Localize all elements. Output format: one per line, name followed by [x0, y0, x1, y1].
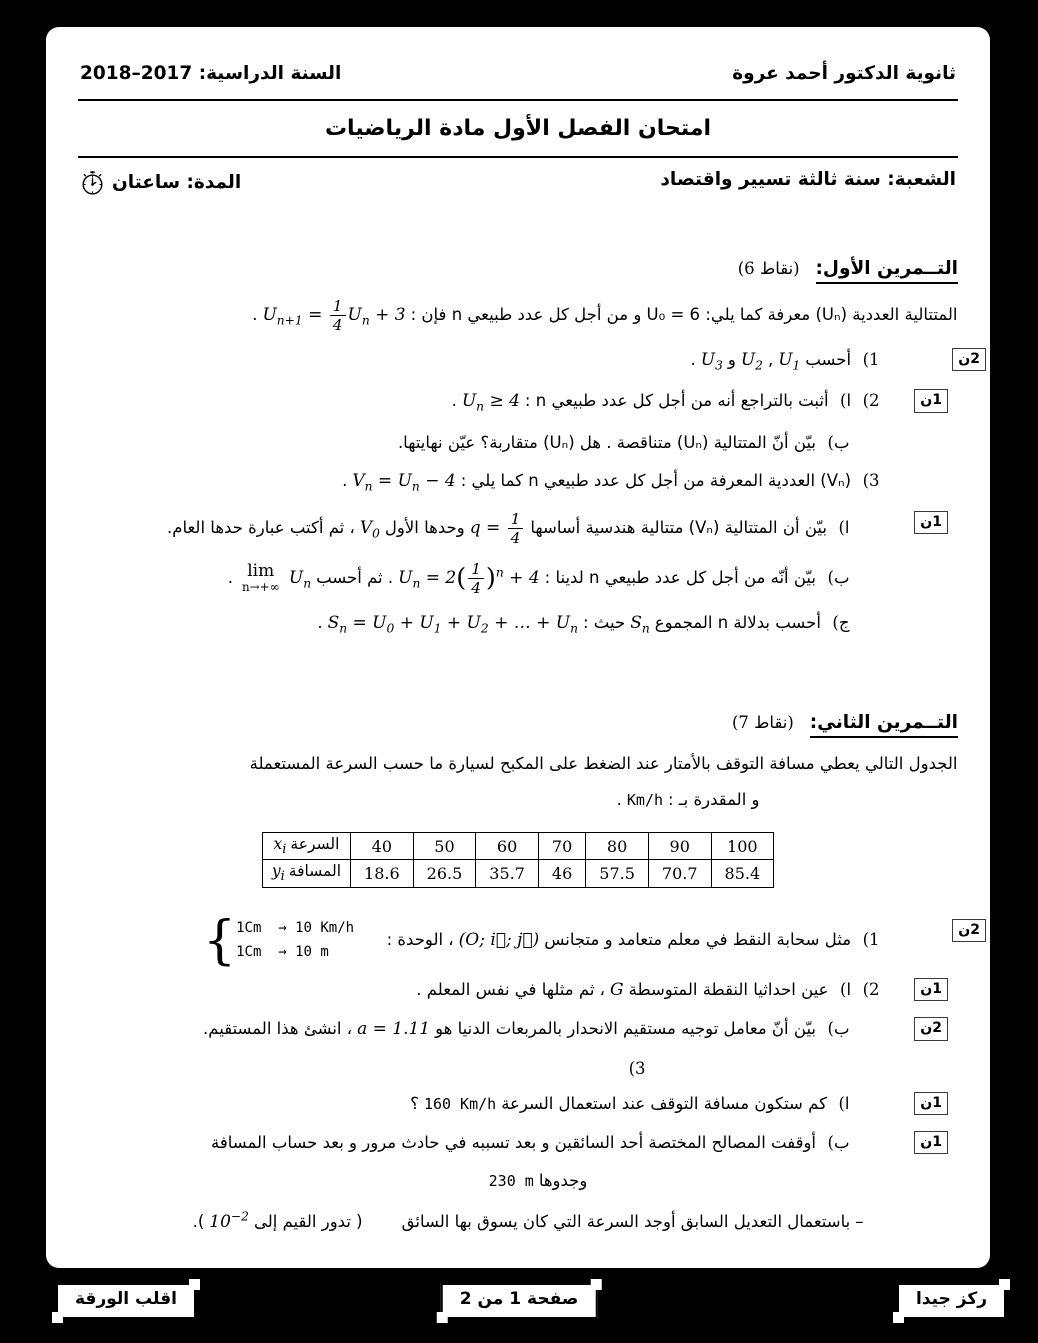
- arabic-text: بيّن أنّ المتتالية (Uₙ) متناقصة . هل (Uₙ) متقاربة؟ عيّن نهايتها.: [397, 432, 817, 452]
- arabic-text: بيّن أنّ معامل توجيه مستقيم الانحدار بالمربعات الدنيا هو: [435, 1019, 817, 1039]
- value-cell: 26.5: [413, 860, 476, 887]
- arabic-text: باستعمال التعديل السابق أوجد السرعة التي كان يسوق بها السائق: [401, 1211, 851, 1231]
- exam-line: [76, 1207, 960, 1235]
- item-marker: (ب: [827, 1019, 850, 1039]
- exercise-2-body: [76, 910, 980, 1235]
- item-marker: (2: [862, 979, 880, 999]
- exam-line: [76, 910, 980, 971]
- fraction: [508, 510, 524, 547]
- item-marker: (ب: [827, 567, 850, 587]
- exercise-1-name: التــمرين الأول:: [816, 258, 959, 284]
- big-paren: ): [485, 562, 496, 593]
- unit-value: 230 m: [488, 1172, 534, 1191]
- math-expression: $V_0$: [359, 517, 380, 541]
- points-badge: 1ن: [914, 389, 948, 412]
- variable-label: السرعة: [290, 835, 340, 854]
- exam-line: [76, 297, 960, 334]
- limit-subscript: n→+∞: [242, 580, 280, 594]
- points-badge: 1ن: [914, 1092, 948, 1115]
- arabic-text: ، الوحدة :: [386, 930, 454, 950]
- arabic-text: .: [227, 567, 233, 587]
- branch-label: الشعبة: سنة ثالثة تسيير واقتصاد: [660, 169, 956, 190]
- math-expression: a = 1.11: [357, 1019, 431, 1040]
- variable-label: المسافة: [288, 862, 342, 881]
- arabic-text: مثل سحابة النقط في معلم متعامد و متجانس: [544, 930, 852, 950]
- item-marker: (ا: [840, 979, 852, 999]
- arabic-text: ؟: [410, 1094, 419, 1114]
- exam-line: [76, 1091, 960, 1117]
- arabic-text: ، ثم أكتب عبارة حدها العام.: [166, 517, 355, 537]
- arabic-text: ,: [767, 350, 774, 370]
- math-expression: $U_2$: [740, 350, 763, 373]
- arabic-text: ).: [192, 1211, 205, 1231]
- math-expression: lim n→+∞ $U_n$: [242, 561, 312, 594]
- big-paren: (: [456, 562, 467, 593]
- arabic-text: . ثم أحسب: [316, 567, 394, 587]
- fraction-denominator: 4: [510, 528, 521, 547]
- arabic-text: .: [616, 789, 622, 809]
- item-marker: (ج: [832, 612, 850, 632]
- exam-line: [76, 510, 960, 547]
- exam-line: [76, 1016, 960, 1042]
- value-cell: 70: [538, 833, 585, 860]
- arabic-text: و المقدرة بـ :: [668, 789, 760, 809]
- value-cell: 60: [476, 833, 539, 860]
- header-divider-top: [78, 99, 958, 101]
- value-cell: 46: [538, 860, 585, 887]
- exercise-2-section: [76, 712, 980, 1235]
- page-content: [46, 27, 990, 1235]
- exam-line: [76, 1130, 960, 1156]
- arabic-text: (Vₙ) العددية المعرفة من أجل كل عدد طبيعي n كما يلي :: [460, 471, 852, 491]
- unit-value: 160 Km/h: [423, 1095, 497, 1114]
- value-cell: 70.7: [648, 860, 711, 887]
- math-expression: $S_n$: [630, 612, 650, 636]
- exam-line: [76, 1056, 960, 1082]
- math-expression: $10^{-2}$: [209, 1208, 249, 1232]
- arabic-text: ، ثم مثلها في نفس المعلم .: [416, 979, 605, 999]
- points-badge: 2ن: [952, 919, 986, 942]
- value-cell: 80: [586, 833, 649, 860]
- value-cell: 50: [413, 833, 476, 860]
- unit-rows: [236, 918, 354, 964]
- value-cell: 90: [648, 833, 711, 860]
- arabic-text: أوقفت المصالح المختصة أحد السائقين و بعد تسببه في حادث مرور و بعد حساب المسافة: [211, 1132, 817, 1152]
- value-cell: 40: [351, 833, 414, 860]
- exam-line: [76, 388, 960, 416]
- fraction-numerator: 1: [508, 510, 524, 529]
- exam-page: [46, 27, 990, 1268]
- unit-value: Km/h: [626, 790, 664, 809]
- row-header-cell: [262, 860, 350, 887]
- arabic-text: .: [451, 391, 457, 411]
- arabic-text: .: [342, 471, 348, 491]
- fraction: [330, 297, 346, 334]
- arabic-text: بيّن أنّه من أجل كل عدد طبيعي n لدينا :: [544, 567, 817, 587]
- fraction-numerator: 1: [468, 560, 484, 579]
- item-marker: (ا: [840, 391, 852, 411]
- exam-line: [76, 430, 960, 456]
- variable-symbol: $y_i$: [271, 862, 285, 885]
- value-cell: 100: [711, 833, 774, 860]
- value-cell: 35.7: [476, 860, 539, 887]
- points-badge: 1ن: [914, 1131, 948, 1154]
- footer-turn-page-box: اقلب الورقة: [56, 1283, 196, 1319]
- math-expression: $U_1$: [778, 350, 801, 373]
- arabic-text: وحدها الأول: [384, 517, 465, 537]
- fraction-denominator: 4: [471, 578, 481, 597]
- arabic-text: المتتالية العددية (Uₙ) معرفة كما يلي: U₀ = 6 و من أجل كل عدد طبيعي n فإن :: [410, 305, 958, 325]
- limit-word: lim: [247, 561, 275, 582]
- arabic-text: ، انشئ هذا المستقيم.: [203, 1019, 353, 1039]
- arabic-text: الجدول التالي يعطي مسافة التوقف بالأمتار عند الضغط على المكبح لسيارة ما حسب السرعة المستعملة: [249, 754, 958, 774]
- arabic-text: أثبت بالتراجع أنه من أجل كل عدد طبيعي n :: [524, 391, 829, 411]
- math-expression: q = $\frac{1}{4}$: [470, 518, 526, 538]
- item-marker: (3: [862, 471, 880, 491]
- arabic-text: أحسب بدلالة n المجموع: [654, 612, 821, 632]
- exercise-2-intro: [76, 751, 960, 812]
- math-expression: $V_n = U_n - 4$: [352, 471, 456, 494]
- stopwatch-icon: [80, 169, 105, 196]
- arabic-text: بيّن أن المتتالية (Vₙ) متتالية هندسية أساسها: [530, 517, 827, 537]
- item-marker: (ب: [827, 1132, 850, 1152]
- math-expression: G: [610, 979, 624, 1000]
- arabic-text: .: [252, 305, 258, 325]
- exam-line: [76, 977, 960, 1003]
- exam-line: [76, 610, 960, 638]
- item-marker: (1: [862, 930, 880, 950]
- math-expression: $U_n = 2$( $\frac{1}{4}$ )$^n$ + 4: [398, 559, 540, 597]
- arabic-text: ( تدور القيم إلى: [253, 1211, 363, 1231]
- exercise-1-title: [76, 258, 960, 284]
- value-cell: 18.6: [351, 860, 414, 887]
- arabic-text: أحسب: [805, 350, 852, 370]
- brace-glyph: {: [203, 910, 237, 971]
- math-expression: $U_{n+1}$ = $\frac{1}{4}$ $U_n + 3$: [262, 297, 406, 335]
- fraction: [468, 560, 484, 597]
- variable-symbol: $x_i$: [273, 835, 287, 858]
- arabic-text: .: [317, 612, 323, 632]
- table-row: [262, 833, 773, 860]
- math-expression: $U_n \ge 4$: [461, 391, 520, 414]
- exam-line: [76, 347, 980, 375]
- points-badge: 2ن: [952, 348, 986, 371]
- exam-line: [76, 468, 960, 496]
- item-marker: (ا: [838, 1094, 850, 1114]
- math-expression: $U_3$: [700, 350, 723, 373]
- arabic-text: حيث :: [583, 612, 626, 632]
- footer-page-indicator: صفحة 1 من 2: [441, 1283, 598, 1319]
- arabic-text: كم ستكون مسافة التوقف عند استعمال السرعة: [501, 1094, 827, 1114]
- arabic-text: وجدوها: [538, 1171, 588, 1191]
- exam-line: [76, 787, 960, 813]
- arabic-text: .: [690, 350, 696, 370]
- exam-title: امتحان الفصل الأول مادة الرياضيات: [324, 116, 712, 141]
- school-name: ثانوية الدكتور أحمد عروة: [732, 63, 956, 84]
- duration: [80, 169, 241, 196]
- fraction-numerator: 1: [330, 297, 346, 316]
- header-divider-bottom: [78, 156, 958, 158]
- arabic-text: عين احداثيا النقطة المتوسطة: [628, 979, 829, 999]
- exercise-2-points: (7 نقاط): [731, 713, 794, 733]
- math-expression: (O; i⃗; j⃗): [458, 930, 540, 951]
- points-badge: 2ن: [914, 1017, 948, 1040]
- fraction-denominator: 4: [332, 316, 343, 335]
- stopping-distance-table: [262, 832, 774, 887]
- unit-legend: [200, 910, 355, 971]
- exercise-2-title: [76, 712, 960, 738]
- duration-label: المدة: ساعتان: [112, 172, 242, 193]
- table-row: [262, 860, 773, 887]
- exercise-2-name: التــمرين الثاني:: [810, 712, 958, 738]
- unit-row: 1Cm → 10 Km/h: [236, 919, 355, 936]
- item-marker: (3: [628, 1058, 646, 1078]
- limit-operator: [242, 563, 280, 593]
- header-row: [76, 63, 960, 84]
- exercise-1-body: [76, 297, 980, 638]
- math-expression: $S_n = U_0 + U_1 + U_2$ + … + $U_n$: [327, 612, 578, 636]
- subheader-row: [76, 169, 960, 196]
- unit-row: 1Cm → 10 m: [236, 944, 329, 961]
- item-marker: (2: [862, 391, 880, 411]
- footer-focus-box: ركز جيدا: [897, 1283, 1006, 1319]
- item-marker: (1: [862, 350, 880, 370]
- item-marker: (ب: [827, 432, 850, 452]
- value-cell: 57.5: [586, 860, 649, 887]
- school-year: السنة الدراسية: 2017–2018: [80, 63, 342, 84]
- points-badge: 1ن: [914, 511, 948, 534]
- exam-line: [76, 751, 960, 777]
- points-badge: 1ن: [914, 978, 948, 1001]
- value-cell: 85.4: [711, 860, 774, 887]
- row-header-cell: [262, 833, 350, 860]
- exam-line: [76, 560, 960, 597]
- exam-line: [76, 1168, 960, 1194]
- exercise-1-section: [76, 258, 980, 638]
- item-marker: (ا: [838, 517, 850, 537]
- exercise-1-points: (6 نقاط): [737, 259, 800, 278]
- arabic-text: و: [727, 350, 736, 370]
- arabic-text: –: [855, 1211, 864, 1231]
